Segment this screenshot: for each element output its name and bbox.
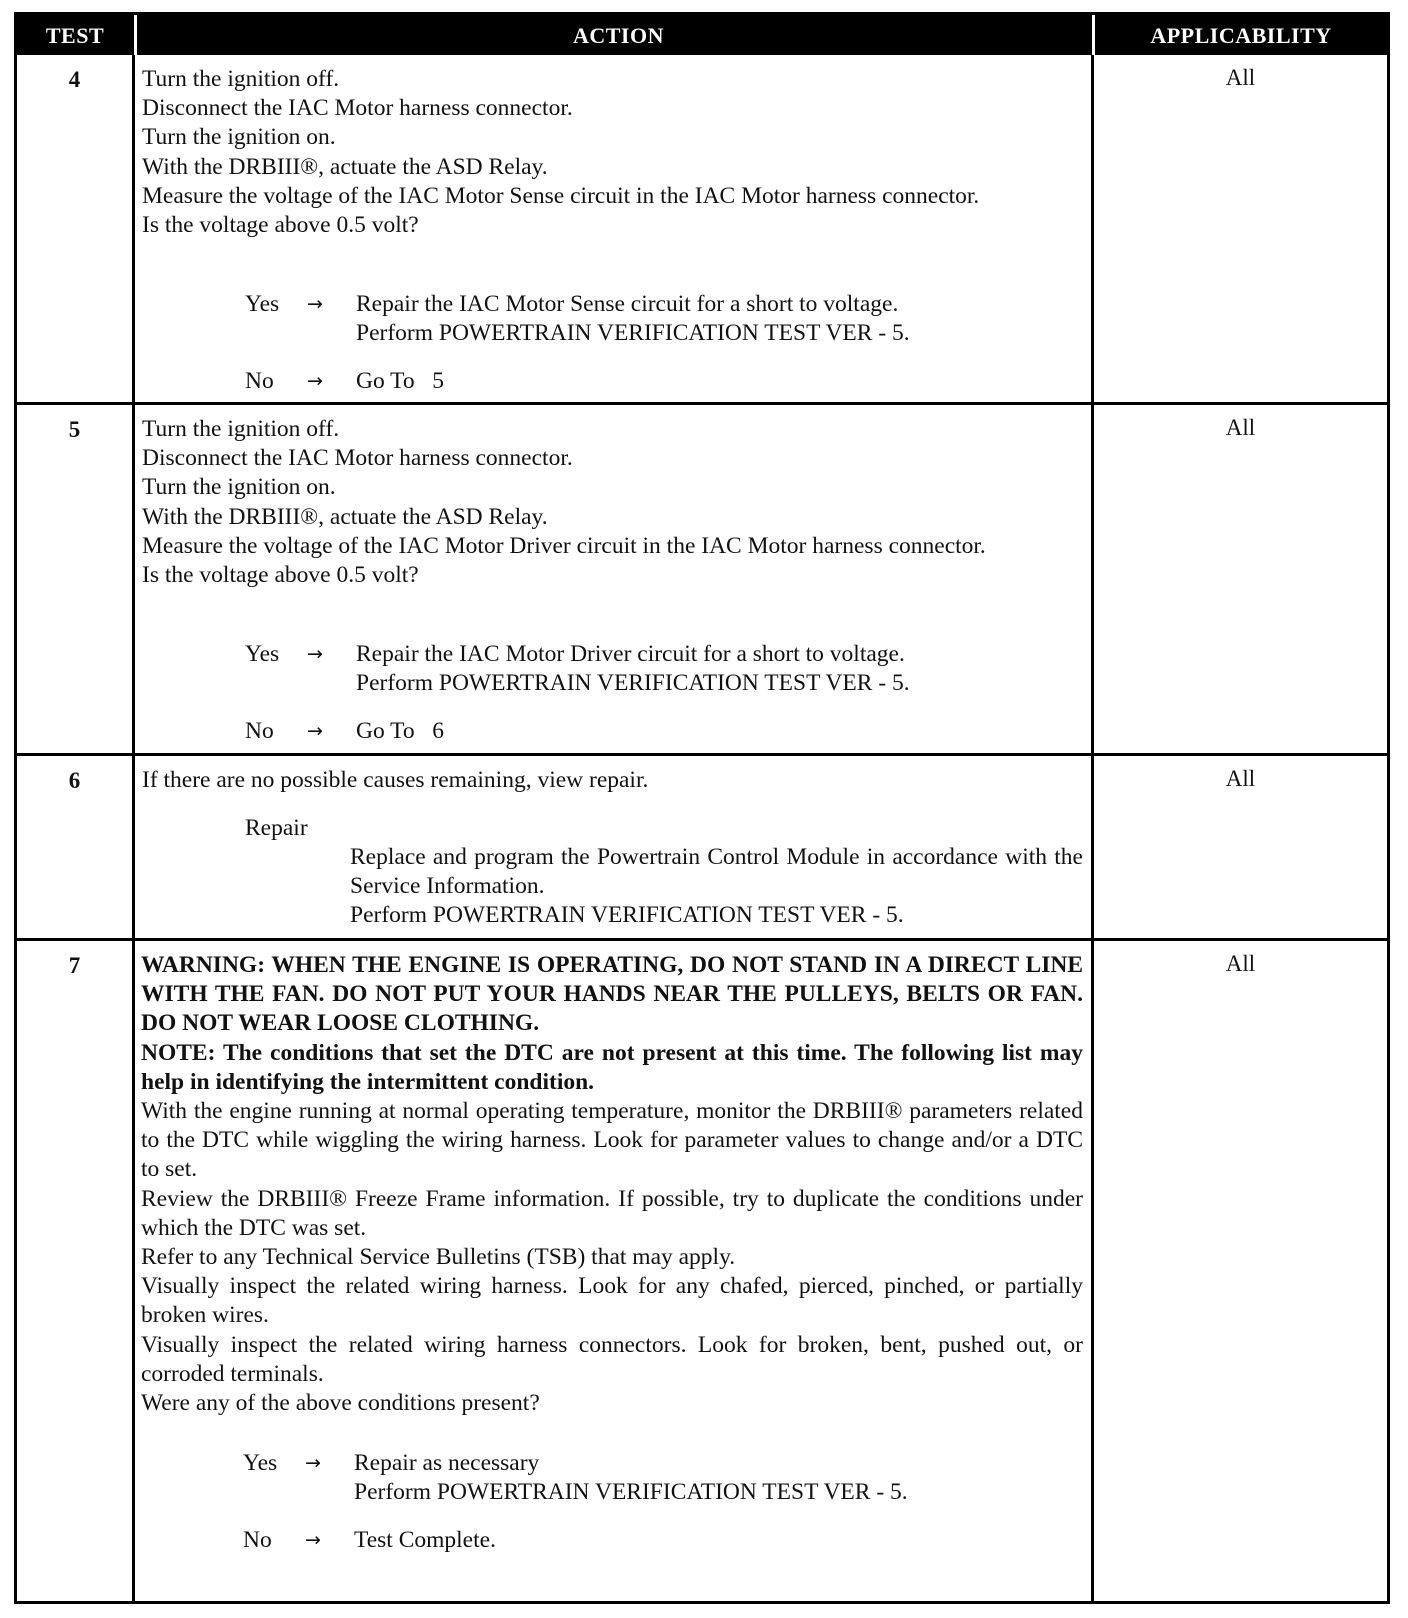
header-divider [134,15,137,55]
action-line: Visually inspect the related wiring harness connectors. Look for broken, bent, pushed out, or corroded terminals. [141,1331,1083,1387]
no-result: Go To 6 [356,718,445,744]
yes-perform: Perform POWERTRAIN VERIFICATION TEST VER - 5. [356,670,910,696]
action-line: If there are no possible causes remaining, view repair. [142,767,649,793]
note-text: NOTE: The conditions that set the DTC are not present at this time. The following list may help in identifying the intermittent condition. [141,1039,1083,1095]
repair-perform: Perform POWERTRAIN VERIFICATION TEST VER - 5. [350,902,904,929]
no-label: No [245,368,274,394]
action-line: Turn the ignition off. [142,66,340,92]
yes-result: Repair the IAC Motor Driver circuit for a short to voltage. [356,641,905,667]
arrow-icon: → [307,370,323,392]
diagnostic-table [14,12,1390,1604]
repair-label: Repair [245,815,308,841]
action-line: With the engine running at normal operating temperature, monitor the DRBIII® parameters related to the DTC while wiggling the wiring harness. Look for parameter values to change and/or a DTC to set. [141,1098,1083,1183]
yes-perform: Perform POWERTRAIN VERIFICATION TEST VER - 5. [356,320,910,346]
applicability-value: All [1225,65,1256,90]
applicability-value: All [1225,766,1256,791]
arrow-icon: → [305,1452,321,1474]
no-label: No [243,1527,272,1553]
yes-result: Repair the IAC Motor Sense circuit for a short to voltage. [356,291,899,317]
no-label: No [245,718,274,744]
no-result: Go To 5 [356,368,445,394]
yes-label: Yes [245,291,280,317]
no-branch [142,717,1083,747]
action-line: Measure the voltage of the IAC Motor Driver circuit in the IAC Motor harness connector. [142,532,986,559]
action-line: Is the voltage above 0.5 volt? [142,562,419,589]
table-row [17,941,1387,1601]
test-number: 4 [68,67,81,92]
yes-label: Yes [243,1450,278,1476]
header-action: ACTION [572,23,664,48]
action-line: Is the voltage above 0.5 volt? [142,212,419,239]
table-row [17,55,1387,402]
action-line: Disconnect the IAC Motor harness connector. [142,95,573,122]
action-line: With the DRBIII®, actuate the ASD Relay. [142,153,548,180]
action-line: Measure the voltage of the IAC Motor Sense circuit in the IAC Motor harness connector. [142,182,980,209]
action-line: Review the DRBIII® Freeze Frame information. If possible, try to duplicate the conditions under which the DTC was set. [141,1185,1083,1241]
yes-branch [142,640,1083,700]
yes-branch [140,1449,1081,1509]
action-line: Turn the ignition off. [142,416,340,442]
test-number: 6 [68,768,81,793]
action-line: Refer to any Technical Service Bulletins (TSB) that may apply. [141,1244,736,1271]
no-branch [140,1526,1081,1556]
repair-text: Replace and program the Powertrain Control Module in accordance with the Service Information. [350,844,1083,900]
test-number: 7 [68,953,81,978]
arrow-icon: → [307,643,323,665]
no-result: Test Complete. [354,1527,496,1553]
yes-result: Repair as necessary [354,1450,540,1476]
arrow-icon: → [305,1529,321,1551]
warning-text: WARNING: WHEN THE ENGINE IS OPERATING, DO NOT STAND IN A DIRECT LINE WITH THE FAN. DO NOT PUT YOUR HANDS NEAR THE PULLEYS, BELTS OR FAN. DO NOT WEAR LOOSE CLOTHING. [141,952,1083,1037]
action-line: Visually inspect the related wiring harness. Look for any chafed, pierced, pinched, or partially broken wires. [141,1273,1083,1329]
action-line: Turn the ignition on. [142,474,336,501]
arrow-icon: → [307,720,323,742]
action-text [142,415,1083,590]
header-test: TEST [45,23,105,48]
table-row [17,756,1387,938]
action-line: Were any of the above conditions present? [141,1390,540,1417]
test-number: 5 [68,417,81,442]
yes-perform: Perform POWERTRAIN VERIFICATION TEST VER - 5. [354,1479,908,1505]
header-applicability: APPLICABILITY [1150,23,1332,48]
applicability-value: All [1225,415,1256,440]
yes-label: Yes [245,641,280,667]
action-line: Turn the ignition on. [142,124,336,151]
action-text [142,65,1083,240]
table-row [17,405,1387,753]
action-line: Disconnect the IAC Motor harness connector. [142,445,573,472]
action-line: With the DRBIII®, actuate the ASD Relay. [142,503,548,530]
no-branch [142,367,1083,397]
repair-instructions [350,843,1083,931]
action-text [141,951,1083,1418]
arrow-icon: → [307,293,323,315]
applicability-value: All [1225,951,1256,976]
table-header [17,15,1387,55]
yes-branch [142,290,1083,350]
